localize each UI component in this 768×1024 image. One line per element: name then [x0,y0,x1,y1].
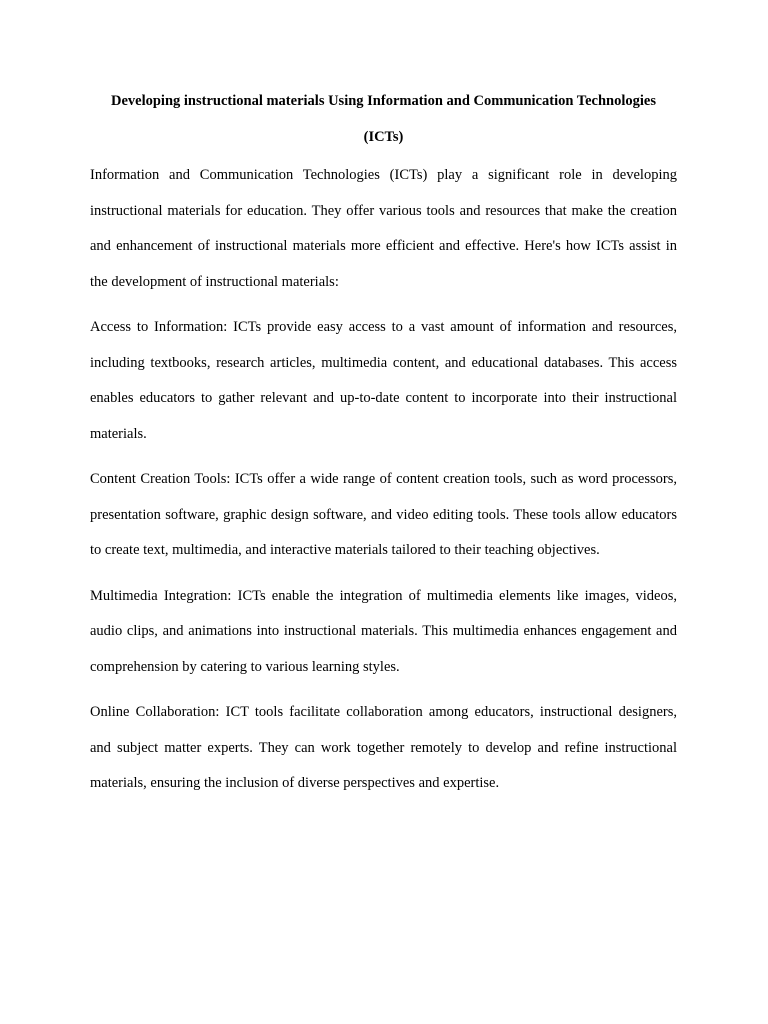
paragraph-multimedia-integration: Multimedia Integration: ICTs enable the integration of multimedia elements like images, videos, audio clips, and animations into instructional materials. This multimedia enhances engagement and comprehension by catering to various learning styles. [90,587,677,675]
document-title: Developing instructional materials Using Information and Communication Technologies (ICTs) [111,93,656,145]
paragraph-intro: Information and Communication Technologies (ICTs) play a significant role in developing instructional materials for education. They offer various tools and resources that make the creation and enhancement of instructional materials more efficient and effective. Here's how ICTs assist in the development of instructional materials: [90,167,677,290]
paragraph-access-to-information: Access to Information: ICTs provide easy access to a vast amount of information and resources, including textbooks, research articles, multimedia content, and educational databases. This access enables educators to gather relevant and up-to-date content to incorporate into their instructional materials. [90,319,677,442]
paragraph-content-creation-tools: Content Creation Tools: ICTs offer a wide range of content creation tools, such as word processors, presentation software, graphic design software, and video editing tools. These tools allow educators to create text, multimedia, and interactive materials tailored to their teaching objectives. [90,471,677,558]
paragraph-online-collaboration: Online Collaboration: ICT tools facilitate collaboration among educators, instructional designers, and subject matter experts. They can work together remotely to develop and refine instructional materials, ensuring the inclusion of diverse perspectives and expertise. [90,704,677,791]
document-page [90,84,677,812]
